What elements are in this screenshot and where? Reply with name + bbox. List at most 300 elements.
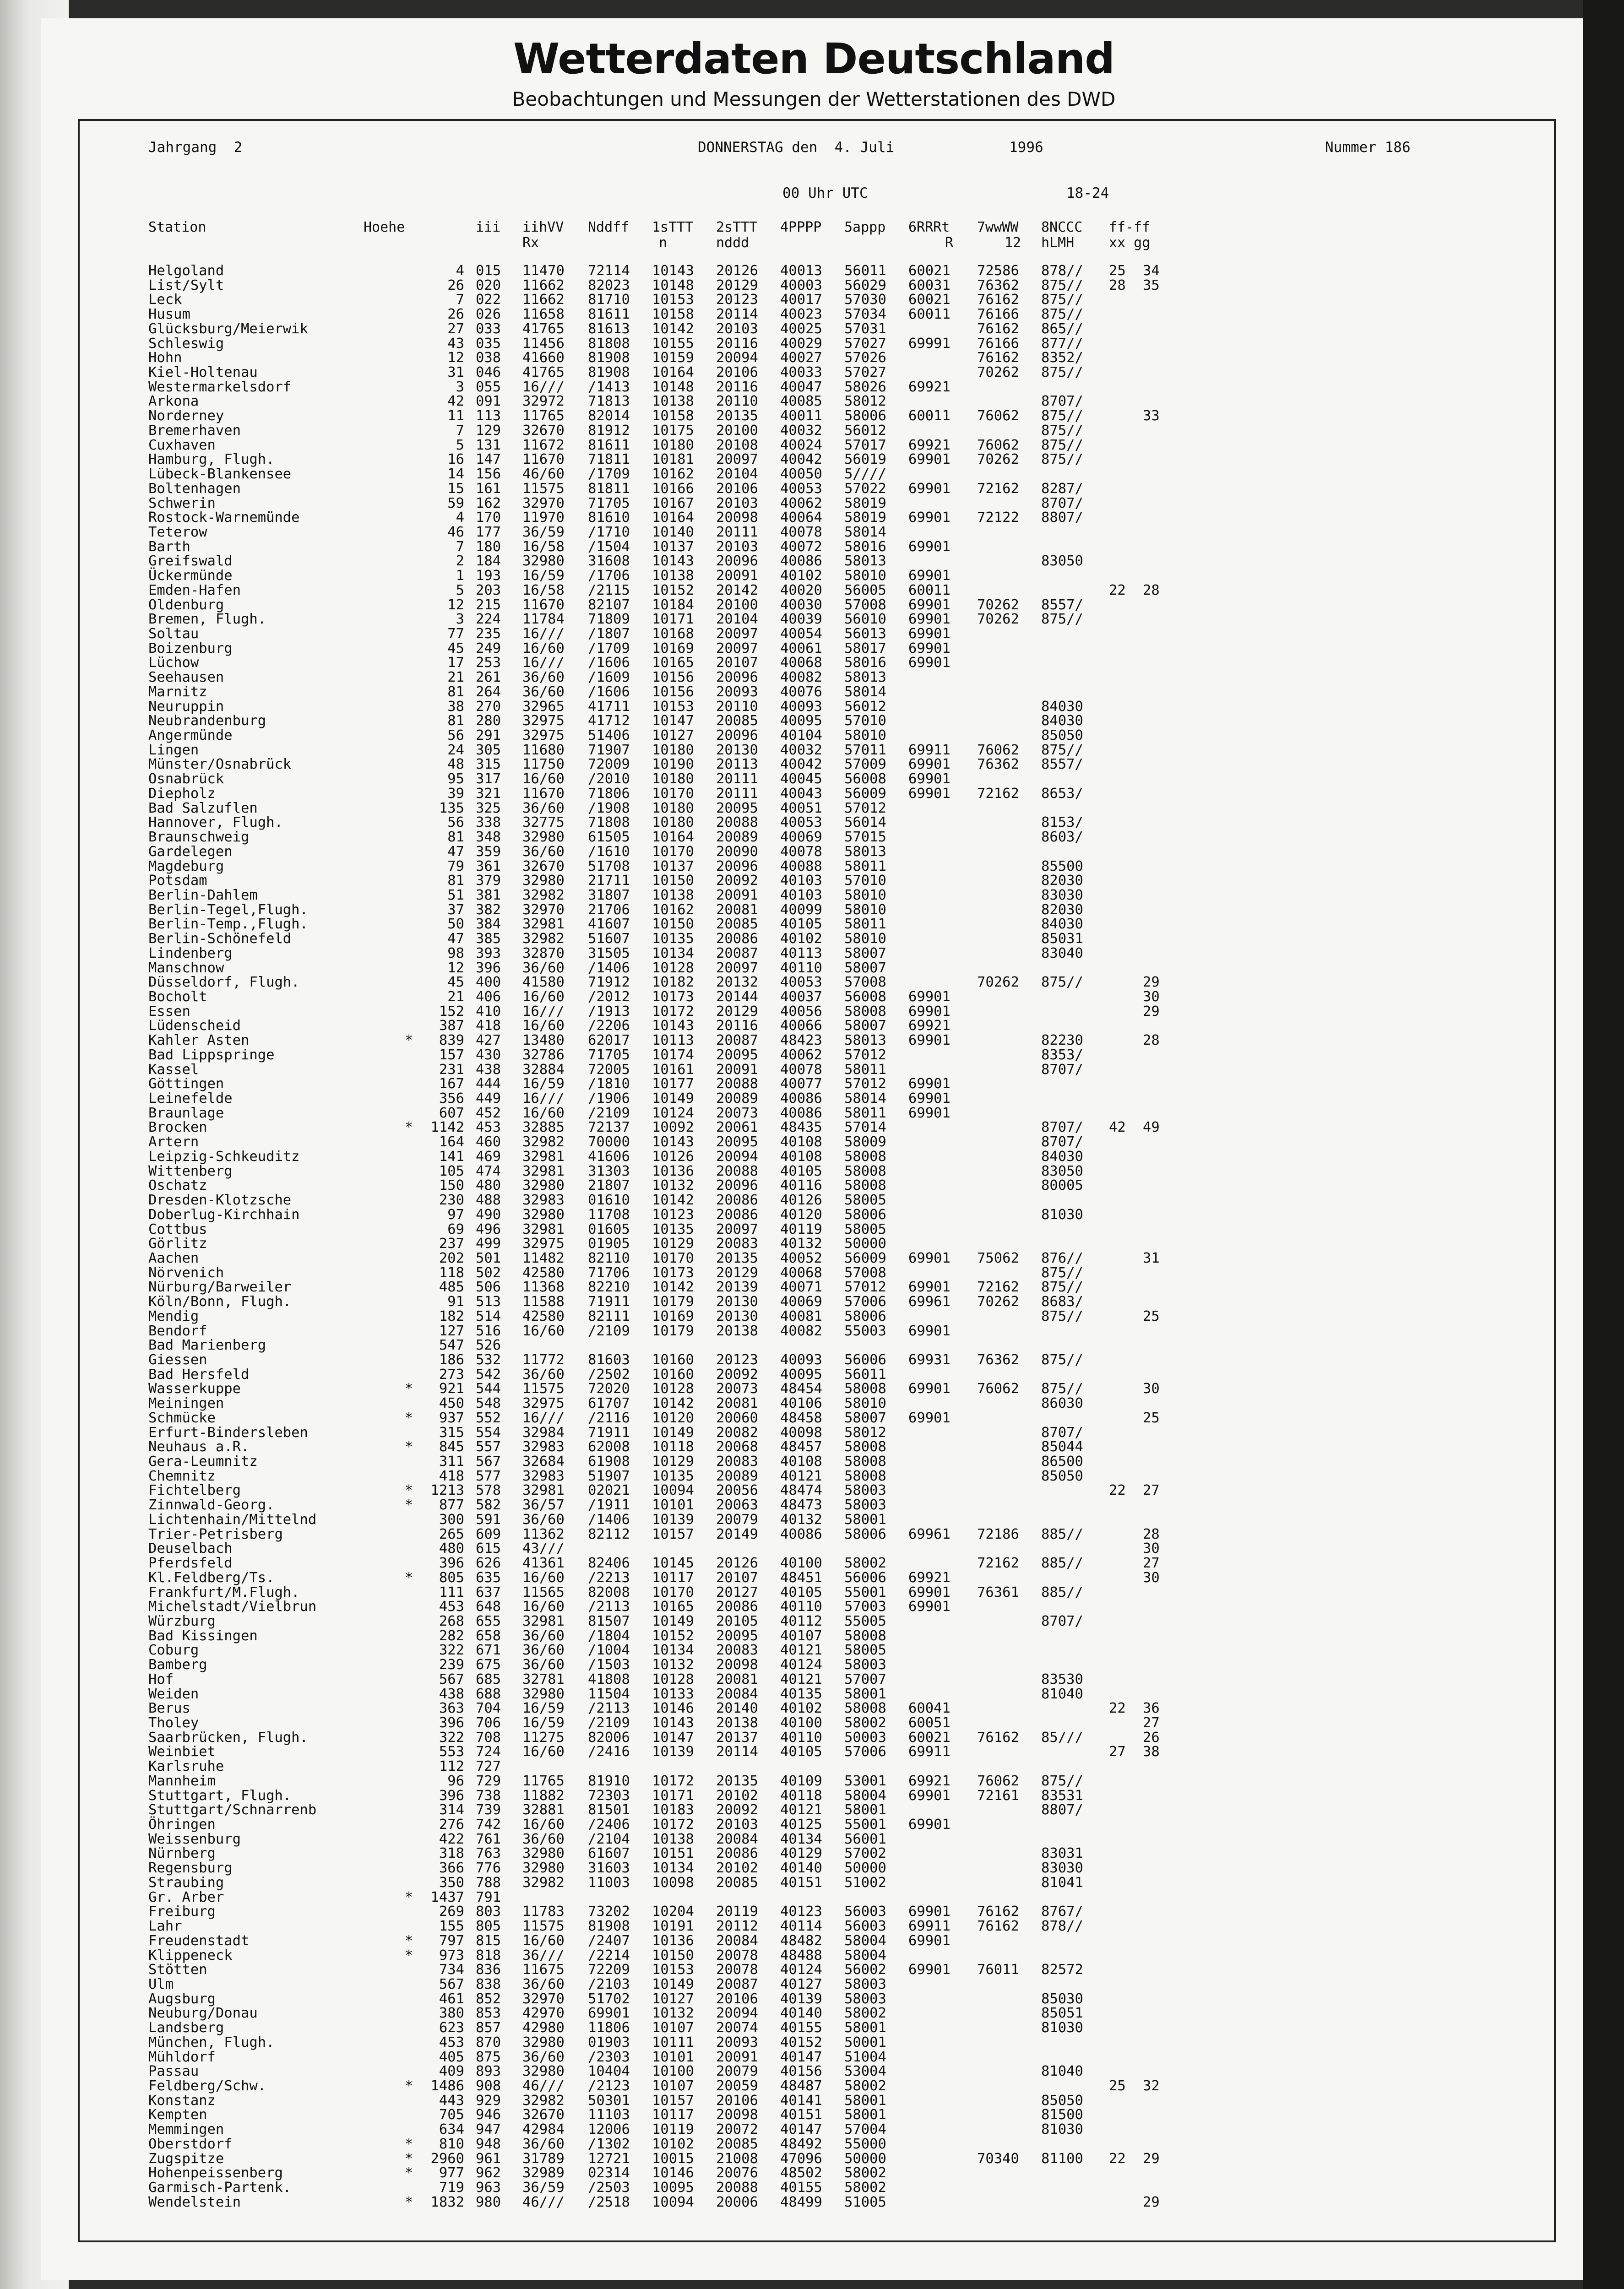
cell-nddff: 41712 [588,713,630,729]
cell-nddff: 51406 [588,727,630,744]
cell-t1: 10164 [652,510,694,526]
cell-a: 57026 [844,350,886,366]
cell-station-name: Gr. Arber [148,1889,224,1905]
cell-t2: 20091 [716,568,758,584]
cell-t2: 20129 [716,277,758,293]
cell-station-name: Karlsruhe [148,1758,224,1775]
cell-nddff: 72020 [588,1381,630,1397]
cell-nddff: 71806 [588,785,630,802]
cell-nddff: /1606 [588,655,630,671]
cell-iihvv: 16/60 [522,1569,565,1586]
cell-iii: 582 [476,1497,501,1513]
cell-hoehe: 1142 [430,1119,464,1136]
cell-iii: 739 [476,1802,501,1818]
cell-iii: 655 [476,1613,501,1629]
cell-hoehe: 15 [447,480,464,497]
cell-nddff: 73202 [588,1904,630,1920]
cell-a: 58011 [844,1105,886,1121]
cell-a: 58001 [844,2092,886,2109]
page-subtitle: Beobachtungen und Messungen der Wetterstationen des DWD [512,88,1116,110]
cell-a: 58014 [844,524,886,540]
cell-hoehe: 42 [447,393,464,410]
cell-t1: 10172 [652,1817,694,1833]
cell-station-name: Augsburg [148,1991,216,2007]
cell-t2: 20098 [716,2107,758,2123]
cell-w: 76011 [977,1962,1019,1978]
cell-ffgg: 30 [1143,1569,1160,1586]
cell-iihvv: 32885 [522,1119,565,1136]
cell-nddff: 82406 [588,1555,630,1572]
cell-station-name: Kempten [148,2107,207,2123]
cell-station-name: Norderney [148,408,224,424]
cell-nddff: 82210 [588,1279,630,1296]
cell-a: 53004 [844,2063,886,2080]
cell-t1: 10129 [652,1236,694,1252]
cell-t2: 20098 [716,510,758,526]
cell-b: 83050 [1041,1163,1083,1179]
cell-nddff: /1709 [588,640,630,656]
cell-a: 58005 [844,1221,886,1237]
cell-station-name: Ückermünde [148,568,233,584]
cell-iihvv: 11565 [522,1584,565,1600]
cell-station-name: Glücksburg/Meierwik [148,320,308,337]
cell-iihvv: 32970 [522,1991,565,2007]
cell-hoehe: 21 [447,669,464,686]
cell-iii: 548 [476,1395,501,1412]
cell-p: 40156 [780,2063,822,2080]
cell-iii: 382 [476,901,501,918]
cell-t2: 20073 [716,1381,758,1397]
cell-a: 55005 [844,1613,886,1629]
cell-p: 40056 [780,1003,822,1020]
cell-b: 8653/ [1041,785,1083,802]
cell-b: 8707/ [1041,393,1083,410]
cell-t2: 20126 [716,1555,758,1572]
cell-iii: 516 [476,1323,501,1339]
cell-iii: 046 [476,364,501,381]
cell-t1: 10160 [652,1352,694,1368]
cell-hoehe: 363 [439,1700,464,1717]
cell-t1: 10137 [652,538,694,555]
cell-w: 76162 [977,292,1019,308]
cell-p: 48473 [780,1497,822,1513]
cell-station-name: Essen [148,1003,190,1020]
cell-hoehe: 135 [439,800,464,816]
cell-hoehe: 937 [439,1410,464,1426]
cell-iihvv: 32989 [522,2165,565,2181]
cell-station-marker: * [405,1410,413,1426]
cell-b: 8707/ [1041,495,1083,511]
cell-nddff: /1406 [588,1511,630,1528]
cell-ffgg: 36 [1143,1700,1160,1717]
cell-a: 57007 [844,1671,886,1687]
cell-p: 40069 [780,1294,822,1310]
cell-hoehe: 485 [439,1279,464,1296]
cell-p: 40120 [780,1206,822,1223]
cell-station-name: Kassel [148,1061,199,1078]
cell-iihvv: 11670 [522,451,565,468]
cell-p: 40105 [780,1744,822,1760]
cell-ffgg: 28 [1143,582,1160,598]
cell-a: 58001 [844,1511,886,1528]
cell-nddff: 81613 [588,320,630,337]
cell-p: 40086 [780,553,822,570]
cell-iii: 184 [476,553,501,570]
cell-station-name: Passau [148,2063,199,2080]
cell-t1: 10180 [652,742,694,758]
cell-p: 40072 [780,538,822,555]
cell-nddff: 72009 [588,756,630,773]
cell-b: 875// [1041,422,1083,439]
cell-r: 69901 [908,1105,951,1121]
cell-station-name: Hohn [148,350,182,366]
col-iihvv: iihVV [522,219,564,235]
cell-t1: 10107 [652,2078,694,2094]
cell-t1: 10118 [652,1439,694,1455]
cell-t1: 10159 [652,350,694,366]
cell-t1: 10157 [652,2092,694,2109]
cell-station-name: Chemnitz [148,1468,216,1484]
cell-a: 58003 [844,1991,886,2007]
cell-hoehe: 79 [447,858,464,874]
cell-station-name: Landsberg [148,2020,224,2036]
cell-a: 58019 [844,510,886,526]
cell-hoehe: 422 [439,1831,464,1847]
cell-nddff: /1609 [588,669,630,686]
cell-station-marker: * [405,1497,413,1513]
cell-iihvv: 11784 [522,611,565,628]
cell-iii: 162 [476,495,501,511]
cell-nddff: /2518 [588,2194,630,2210]
cell-a: 58010 [844,901,886,918]
cell-station-name: Lindenberg [148,945,233,961]
col-1sttt-sub: n [659,235,668,251]
cell-r: 69901 [908,1410,951,1426]
cell-t1: 10171 [652,611,694,628]
cell-t2: 20083 [716,1454,758,1470]
cell-t1: 10164 [652,829,694,846]
cell-t2: 20088 [716,814,758,831]
cell-station-marker: * [405,2136,413,2152]
cell-r: 60021 [908,292,951,308]
cell-hoehe: 45 [447,640,464,656]
cell-station-name: Michelstadt/Vielbrun [148,1599,317,1615]
cell-iii: 496 [476,1221,501,1237]
cell-hoehe: 95 [447,771,464,787]
cell-nddff: /2502 [588,1366,630,1383]
cell-t2: 20119 [716,1904,758,1920]
cell-iii: 870 [476,2034,501,2050]
cell-a: 50001 [844,2034,886,2050]
cell-nddff: 62008 [588,1439,630,1455]
cell-p: 40068 [780,655,822,671]
cell-iii: 506 [476,1279,501,1296]
cell-r: 69901 [908,756,951,773]
cell-t2: 20088 [716,2180,758,2196]
cell-hoehe: 1832 [430,2194,464,2210]
cell-iihvv: 11662 [522,277,565,293]
cell-hoehe: 356 [439,1090,464,1107]
cell-iii: 675 [476,1657,501,1673]
cell-nddff: 21706 [588,901,630,918]
cell-iihvv: 16/60 [522,1599,565,1615]
cell-p: 40108 [780,1454,822,1470]
cell-station-name: Helgoland [148,263,224,279]
cell-p: 40108 [780,1134,822,1150]
cell-iihvv: 32981 [522,916,565,933]
cell-a: 58026 [844,379,886,395]
cell-iihvv: 32972 [522,393,565,410]
cell-nddff: 11806 [588,2020,630,2036]
cell-ffgg: 28 [1143,1032,1160,1049]
cell-p: 40024 [780,437,822,453]
cell-iihvv: 32975 [522,727,565,744]
cell-hoehe: 450 [439,1395,464,1412]
cell-station-name: Neubrandenburg [148,713,266,729]
cell-p: 40020 [780,582,822,598]
cell-iii: 215 [476,597,501,613]
cell-t2: 20110 [716,393,758,410]
cell-nddff: /1706 [588,568,630,584]
cell-a: 5//// [844,466,886,483]
cell-t2: 20100 [716,422,758,439]
cell-t1: 10143 [652,1018,694,1034]
cell-hoehe: 973 [439,1947,464,1964]
cell-t1: 10180 [652,814,694,831]
cell-a: 57030 [844,292,886,308]
cell-a: 56019 [844,451,886,468]
cell-p: 40003 [780,277,822,293]
cell-hoehe: 231 [439,1061,464,1078]
cell-ffgg: 27 [1143,1482,1160,1499]
cell-t1: 10174 [652,1047,694,1063]
cell-p: 40025 [780,320,822,337]
cell-t1: 10170 [652,843,694,860]
cell-a: 58006 [844,1206,886,1223]
cell-t1: 10164 [652,364,694,381]
cell-t1: 10168 [652,626,694,642]
cell-nddff: 81603 [588,1352,630,1368]
cell-w: 76166 [977,335,1019,352]
cell-iihvv: 16/// [522,655,565,671]
cell-a: 57003 [844,1599,886,1615]
cell-iii: 648 [476,1599,501,1615]
cell-iihvv: 11482 [522,1250,565,1266]
cell-b: 84030 [1041,1148,1083,1165]
cell-w: 76362 [977,756,1019,773]
cell-station-name: Giessen [148,1352,207,1368]
cell-iihvv: 36/60 [522,1642,565,1659]
cell-hoehe: 127 [439,1323,464,1339]
cell-p: 40102 [780,1700,822,1717]
cell-iii: 379 [476,873,501,889]
cell-t1: 10166 [652,480,694,497]
cell-a: 50000 [844,1236,886,1252]
cell-iii: 742 [476,1817,501,1833]
cell-t1: 10129 [652,1454,694,1470]
cell-w: 76162 [977,350,1019,366]
cell-a: 58008 [844,1148,886,1165]
cell-nddff: /1709 [588,466,630,483]
cell-hoehe: 607 [439,1105,464,1121]
cell-p: 40108 [780,1148,822,1165]
cell-b: 81041 [1041,1874,1083,1891]
cell-station-name: Neuruppin [148,698,224,715]
cell-station-name: Lüdenscheid [148,1018,241,1034]
cell-iihvv: 36/60 [522,1511,565,1528]
cell-iii: 708 [476,1729,501,1746]
cell-iihvv: 41765 [522,364,565,381]
cell-t2: 20096 [716,669,758,686]
cell-b: 8603/ [1041,829,1083,846]
cell-nddff: 81611 [588,306,630,323]
cell-p: 40129 [780,1845,822,1862]
cell-station-name: Teterow [148,524,207,540]
cell-nddff: 81710 [588,292,630,308]
cell-station-name: Rostock-Warnemünde [148,510,300,526]
cell-t1: 10156 [652,669,694,686]
cell-r: 69901 [908,1381,951,1397]
cell-nddff: 01905 [588,1236,630,1252]
cell-t2: 20130 [716,742,758,758]
cell-t2: 20100 [716,597,758,613]
cell-nddff: /1710 [588,524,630,540]
cell-t2: 20079 [716,2063,758,2080]
cell-iii: 147 [476,451,501,468]
cell-hoehe: 17 [447,655,464,671]
newspaper-page [41,18,1586,2280]
cell-station-name: Potsdam [148,873,207,889]
cell-w: 70262 [977,974,1019,991]
cell-hoehe: 2 [456,553,464,570]
cell-t1: 10098 [652,1874,694,1891]
cell-t2: 20085 [716,916,758,933]
cell-iihvv: 11658 [522,306,565,323]
cell-a: 58014 [844,1090,886,1107]
cell-b: 82030 [1041,873,1083,889]
cell-iii: 384 [476,916,501,933]
cell-t2: 20084 [716,1686,758,1702]
cell-p: 40013 [780,263,822,279]
cell-t1: 10165 [652,655,694,671]
cell-iihvv: 36/60 [522,1976,565,1992]
cell-t2: 20059 [716,2078,758,2094]
cell-p: 40066 [780,1018,822,1034]
cell-hoehe: 81 [447,713,464,729]
cell-b: 8807/ [1041,510,1083,526]
cell-station-name: Weissenburg [148,1831,241,1847]
cell-p: 40042 [780,756,822,773]
cell-station-name: Arkona [148,393,199,410]
cell-nddff: 51702 [588,1991,630,2007]
issue-year: 1996 [1009,139,1043,156]
cell-t2: 20091 [716,887,758,903]
cell-iii: 578 [476,1482,501,1499]
cell-p: 40078 [780,843,822,860]
cell-iii: 763 [476,1845,501,1862]
cell-t2: 20088 [716,1076,758,1092]
cell-iihvv: 11575 [522,1918,565,1935]
cell-nddff: 71911 [588,1424,630,1441]
cell-iii: 177 [476,524,501,540]
cell-iihvv: 32981 [522,1482,565,1499]
cell-p: 40105 [780,916,822,933]
cell-iihvv: 36/60 [522,800,565,816]
cell-station-name: Soltau [148,626,199,642]
cell-p: 40102 [780,568,822,584]
cell-hoehe: 3 [456,611,464,628]
cell-iihvv: 32670 [522,858,565,874]
cell-iii: 193 [476,568,501,584]
cell-t1: 10158 [652,408,694,424]
cell-b: 82030 [1041,901,1083,918]
cell-iihvv: 32981 [522,1613,565,1629]
cell-t1: 10147 [652,1729,694,1746]
cell-station-name: Greifswald [148,553,233,570]
col-7wwww: 7wwWW [977,219,1019,235]
cell-a: 58004 [844,1932,886,1949]
cell-hoehe: 405 [439,2049,464,2065]
cell-t2: 20106 [716,364,758,381]
cell-hoehe: 152 [439,1003,464,1020]
cell-station-marker: * [405,1932,413,1949]
cell-a: 51005 [844,2194,886,2210]
cell-iii: 438 [476,1061,501,1078]
cell-w: 72162 [977,1555,1019,1572]
cell-b: 8707/ [1041,1134,1083,1150]
cell-iii: 626 [476,1555,501,1572]
cell-hoehe: 230 [439,1192,464,1209]
cell-p: 40064 [780,510,822,526]
cell-nddff: 62017 [588,1032,630,1049]
cell-station-name: Straubing [148,1874,224,1891]
cell-station-name: Oschatz [148,1177,207,1194]
cell-iii: 325 [476,800,501,816]
cell-nddff: /2214 [588,1947,630,1964]
cell-hoehe: 118 [439,1264,464,1281]
cell-t2: 20107 [716,655,758,671]
cell-a: 58005 [844,1192,886,1209]
cell-t2: 20104 [716,611,758,628]
cell-station-marker: * [405,2150,413,2167]
cell-station-name: Lüchow [148,655,199,671]
cell-iii: 875 [476,2049,501,2065]
cell-a: 57034 [844,306,886,323]
cell-iii: 729 [476,1773,501,1789]
cell-a: 58017 [844,640,886,656]
cell-t1: 10146 [652,2165,694,2181]
cell-p: 40023 [780,306,822,323]
cell-nddff: 61908 [588,1454,630,1470]
cell-a: 58008 [844,1163,886,1179]
cell-iii: 026 [476,306,501,323]
col-iii: iii [476,219,501,235]
cell-t2: 20149 [716,1526,758,1542]
cell-t2: 20095 [716,1047,758,1063]
cell-iihvv: 32982 [522,1874,565,1891]
cell-station-name: Garmisch-Partenk. [148,2180,292,2196]
cell-p: 40124 [780,1962,822,1978]
cell-a: 58013 [844,553,886,570]
cell-iihvv: 16/59 [522,568,565,584]
cell-b: 85050 [1041,2092,1083,2109]
cell-nddff: 31807 [588,887,630,903]
cell-iii: 385 [476,931,501,947]
cell-nddff: /1504 [588,538,630,555]
cell-station-name: Schmücke [148,1410,216,1426]
cell-t1: 10139 [652,1744,694,1760]
col-ffff: ff-ff [1109,219,1151,235]
